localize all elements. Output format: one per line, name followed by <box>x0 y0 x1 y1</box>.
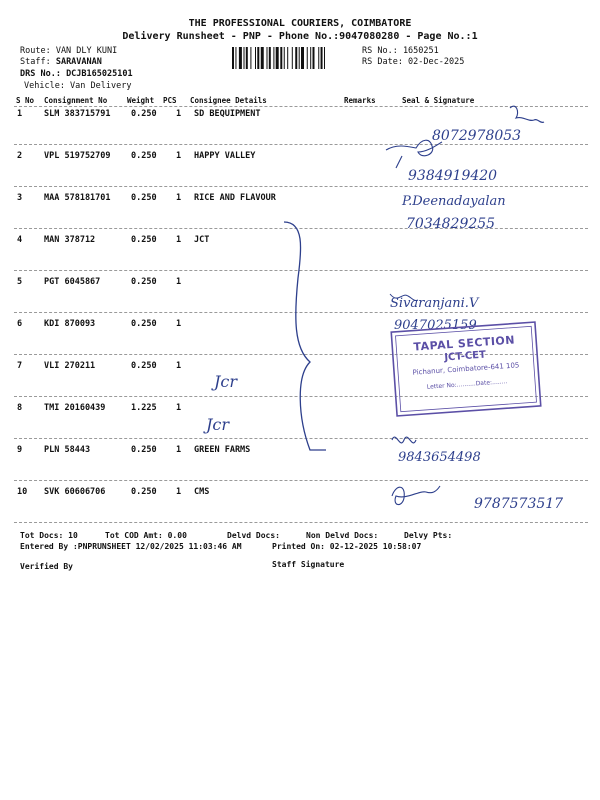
handwritten-phone-row6: 9047025159 <box>394 318 477 333</box>
remark-jcr-row8: Jcr <box>206 415 230 434</box>
stamp-line-3: Pichanur, Coimbatore-641 105 <box>412 361 520 377</box>
cell-sno: 4 <box>17 235 23 245</box>
cell-sno: 8 <box>17 403 23 413</box>
cell-consignment: SVK 60606706 <box>44 487 106 497</box>
col-seal-signature: Seal & Signature <box>402 96 475 105</box>
delivery-points: Delvy Pts: <box>404 531 453 540</box>
barcode-bar <box>276 47 279 69</box>
cell-consignee: GREEN FARMS <box>194 445 251 455</box>
row-separator <box>14 144 588 145</box>
cell-pcs: 1 <box>176 445 182 455</box>
barcode-bar <box>257 47 259 69</box>
cell-weight: 0.250 <box>131 361 157 371</box>
cell-consignment: TMI 20160439 <box>44 403 106 413</box>
col-sno: S No <box>16 96 35 105</box>
staff-line <box>20 57 102 67</box>
cell-consignment: MAN 378712 <box>44 235 96 245</box>
cell-consignment: VLI 270211 <box>44 361 96 371</box>
cell-consignment: VPL 519752709 <box>44 151 111 161</box>
barcode-bar <box>321 47 323 69</box>
col-pcs: PCS <box>163 96 177 105</box>
barcode-bar <box>318 47 319 69</box>
handwritten-phone-row10: 9787573517 <box>474 496 564 512</box>
cell-sno: 2 <box>17 151 23 161</box>
cell-weight: 1.225 <box>131 403 157 413</box>
barcode-bar <box>250 47 251 69</box>
total-cod-amount: Tot COD Amt: 0.00 <box>105 531 187 540</box>
cell-consignee: SD BEQUIPMENT <box>194 109 261 119</box>
row-separator <box>14 186 588 187</box>
delivered-docs: Delvd Docs: <box>227 531 280 540</box>
row-separator <box>14 480 588 481</box>
cell-weight: 0.250 <box>131 445 157 455</box>
vehicle-label: Vehicle: Van Delivery <box>24 81 132 91</box>
barcode-bar <box>246 47 248 69</box>
cell-weight: 0.250 <box>131 319 157 329</box>
cell-weight: 0.250 <box>131 235 157 245</box>
barcode-bar <box>307 47 308 69</box>
rs-date: RS Date: 02-Dec-2025 <box>362 57 465 67</box>
cell-weight: 0.250 <box>131 277 157 287</box>
table-row <box>0 151 600 193</box>
barcode-bar <box>255 47 256 69</box>
handwritten-name-row3: P.Deenadayalan <box>402 194 506 209</box>
col-remarks: Remarks <box>344 96 376 105</box>
handwritten-name-row6: Sivaranjani.V <box>390 296 479 311</box>
stamp-line-2: JCT-CET <box>444 349 487 364</box>
cell-pcs: 1 <box>176 361 182 371</box>
bracket-mark <box>280 218 340 454</box>
barcode-bar <box>287 47 288 69</box>
cell-consignment: SLM 383715791 <box>44 109 111 119</box>
barcode <box>232 47 356 69</box>
runsheet-subtitle: Delivery Runsheet - PNP - Phone No.:9047080280 - Page No.:1 <box>122 31 478 42</box>
barcode-bar <box>232 47 234 69</box>
cell-weight: 0.250 <box>131 193 157 203</box>
barcode-bar <box>235 47 236 69</box>
company-title: THE PROFESSIONAL COURIERS, COIMBATORE <box>188 18 412 29</box>
cell-consignee: CMS <box>194 487 210 497</box>
col-consignee: Consignee Details <box>190 96 267 105</box>
barcode-bar <box>284 47 285 69</box>
stamp-line-4: Letter No:..........Date:........ <box>426 378 508 391</box>
barcode-bar <box>269 47 271 69</box>
handwritten-phone-row4: 7034829255 <box>406 216 496 232</box>
cell-weight: 0.250 <box>131 487 157 497</box>
remark-jcr-row7: Jcr <box>214 372 238 391</box>
cell-weight: 0.250 <box>131 109 157 119</box>
barcode-bar <box>324 47 325 69</box>
cell-sno: 7 <box>17 361 23 371</box>
staff-label: Staff: <box>20 57 56 67</box>
cell-pcs: 1 <box>176 277 182 287</box>
cell-pcs: 1 <box>176 151 182 161</box>
cell-weight: 0.250 <box>131 151 157 161</box>
barcode-bar <box>301 47 304 69</box>
cell-consignment: KDI 870093 <box>44 319 96 329</box>
drs-label: DRS No.: <box>20 69 67 79</box>
barcode-bar <box>313 47 315 69</box>
barcode-bar <box>280 47 282 69</box>
verified-by: Verified By <box>20 562 73 571</box>
drs-line <box>20 69 133 79</box>
barcode-bar <box>310 47 311 69</box>
cell-consignee: RICE AND FLAVOUR <box>194 193 276 203</box>
cell-sno: 10 <box>17 487 28 497</box>
handwritten-phone-row2: 9384919420 <box>408 168 498 184</box>
table-bottom-separator <box>14 522 588 523</box>
cell-consignment: PGT 6045867 <box>44 277 101 287</box>
col-consignment: Consignment No <box>44 96 108 105</box>
rs-number: RS No.: 1650251 <box>362 46 439 56</box>
cell-consignee: HAPPY VALLEY <box>194 151 256 161</box>
non-delivered-docs: Non Delvd Docs: <box>306 531 379 540</box>
barcode-bar <box>292 47 293 69</box>
stamp-text <box>387 316 545 422</box>
barcode-bar <box>273 47 274 69</box>
handwritten-phone-row9: 9843654498 <box>398 450 481 465</box>
route-label: Route: VAN DLY KUNI <box>20 46 118 56</box>
handwritten-phone-row1: 8072978053 <box>432 128 522 144</box>
cell-sno: 5 <box>17 277 23 287</box>
tapal-section-stamp <box>390 321 542 417</box>
barcode-bar <box>261 47 264 69</box>
barcode-bar <box>239 47 242 69</box>
cell-sno: 9 <box>17 445 23 455</box>
barcode-bar <box>244 47 245 69</box>
cell-pcs: 1 <box>176 235 182 245</box>
col-weight: Weight <box>127 96 155 105</box>
cell-pcs: 1 <box>176 193 182 203</box>
drs-value: DCJB165025101 <box>66 69 133 79</box>
header-separator <box>14 106 588 107</box>
total-docs: Tot Docs: 10 <box>20 531 78 540</box>
entered-by: Entered By :PNPRUNSHEET 12/02/2025 11:03:46 AM <box>20 542 242 551</box>
staff-value: SARAVANAN <box>55 57 102 67</box>
cell-consignee: JCT <box>194 235 210 245</box>
barcode-bar <box>295 47 297 69</box>
cell-sno: 6 <box>17 319 23 329</box>
cell-consignment: MAA 578181701 <box>44 193 111 203</box>
cell-sno: 3 <box>17 193 23 203</box>
barcode-bar <box>267 47 268 69</box>
stamp-line-1: TAPAL SECTION <box>413 333 516 354</box>
barcode-bar <box>299 47 300 69</box>
cell-pcs: 1 <box>176 403 182 413</box>
cell-pcs: 1 <box>176 319 182 329</box>
cell-sno: 1 <box>17 109 23 119</box>
cell-pcs: 1 <box>176 487 182 497</box>
cell-consignment: PLN 58443 <box>44 445 91 455</box>
printed-on: Printed On: 02-12-2025 10:58:07 <box>272 542 422 551</box>
staff-signature: Staff Signature <box>272 560 345 569</box>
cell-pcs: 1 <box>176 109 182 119</box>
